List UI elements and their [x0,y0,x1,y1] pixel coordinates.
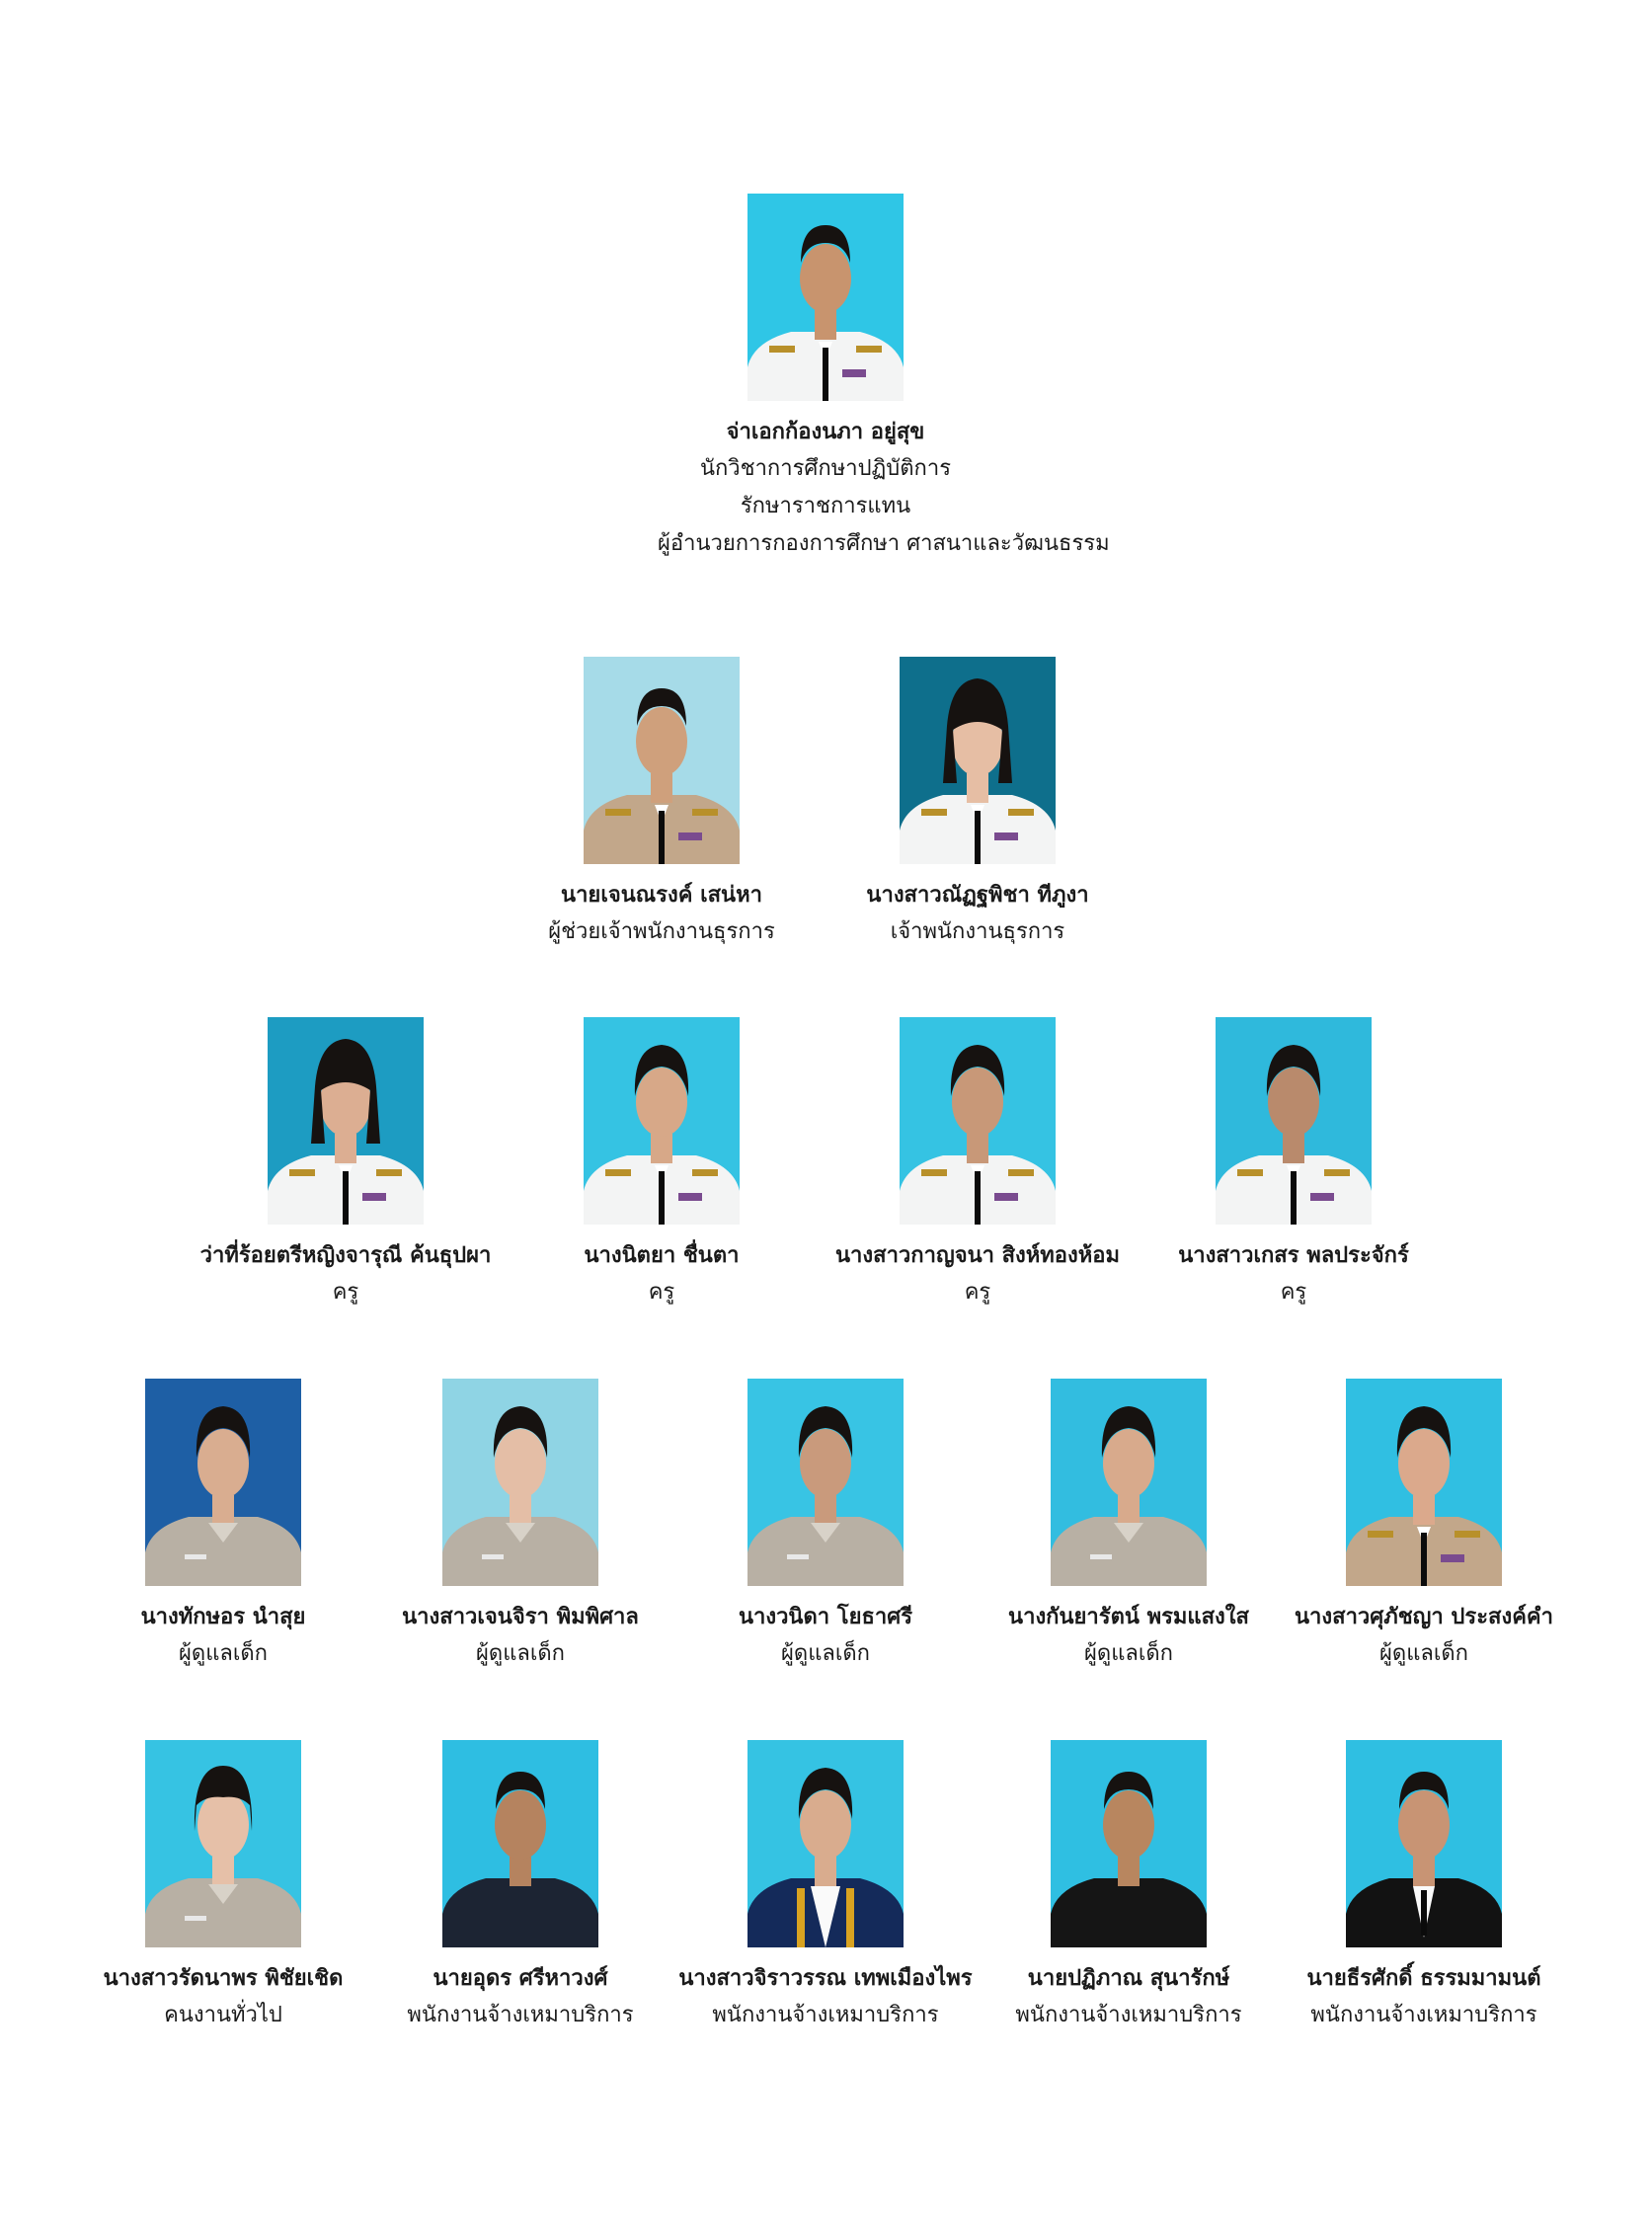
member-card [961,1379,1297,1673]
portrait-photo [442,1379,598,1586]
member-position: ครู [964,1280,991,1305]
portrait-photo [1216,1017,1372,1225]
member-position: นักวิชาการศึกษาปฏิบัติการ [699,456,952,481]
portrait-photo [145,1740,301,1947]
member-card [353,1740,688,2034]
member-name: นางสาวณัฏฐพิชา ทีภูงา [866,883,1089,908]
member-card [55,1379,391,1673]
member-position: ผู้ดูแลเด็ก [1084,1641,1173,1666]
member-name: นางนิตยา ชื่นตา [584,1243,740,1268]
member-card [810,1017,1145,1311]
member-position: ผู้ดูแลเด็ก [781,1641,870,1666]
member-name: นายธีรศักดิ์ ธรรมมามนต์ [1306,1966,1541,1991]
member-name: นางสาวกาญจนา สิงห์ทองห้อม [835,1243,1120,1268]
member-position: คนงานทั่วไป [164,2003,282,2027]
member-position: พนักงานจ้างเหมาบริการ [407,2003,634,2027]
member-card [1256,1740,1592,2034]
member-name: นางสาวศุภัชญา ประสงค์คำ [1295,1605,1553,1629]
member-position: ผู้ดูแลเด็ก [1379,1641,1468,1666]
portrait-photo [442,1740,598,1947]
member-name: นางสาวเกสร พลประจักร์ [1178,1243,1409,1268]
member-card [1126,1017,1461,1311]
member-name: นางวนิดา โยธาศรี [738,1605,913,1629]
member-position: พนักงานจ้างเหมาบริการ [712,2003,939,2027]
portrait-photo [900,657,1056,864]
member-name: นายอุดร ศรีหาวงศ์ [433,1966,608,1991]
member-card [178,1017,513,1311]
member-card [658,1379,993,1673]
member-card [1256,1379,1592,1673]
member-name: นางทักษอร นำสุย [140,1605,306,1629]
member-name: จ่าเอกก้องนภา อยู่สุข [726,420,925,444]
portrait-photo [747,1740,904,1947]
portrait-photo [747,194,904,401]
member-position: ผู้อำนวยการกองการศึกษา ศาสนาและวัฒนธรรม [658,531,1110,556]
member-card [961,1740,1297,2034]
member-position: ครู [1280,1280,1307,1305]
member-name: นางกันยารัตน์ พรมแสงใส [1008,1605,1249,1629]
member-name: ว่าที่ร้อยตรีหญิงจารุณี ค้นธุปผา [199,1243,492,1268]
portrait-photo [145,1379,301,1586]
portrait-photo [584,1017,740,1225]
member-position: พนักงานจ้างเหมาบริการ [1310,2003,1537,2027]
member-card [55,1740,391,2034]
member-name: นางสาวรัดนาพร พิชัยเชิด [103,1966,344,1991]
portrait-photo [268,1017,424,1225]
member-position: ครู [332,1280,359,1305]
member-card [810,657,1145,951]
portrait-photo [1051,1379,1207,1586]
member-card [658,194,1110,563]
portrait-photo [584,657,740,864]
member-position: ผู้ดูแลเด็ก [179,1641,268,1666]
member-position: พนักงานจ้างเหมาบริการ [1015,2003,1242,2027]
member-name: นายเจนณรงค์ เสน่หา [561,883,762,908]
portrait-photo [1346,1379,1502,1586]
member-position: เจ้าพนักงานธุรการ [890,919,1065,944]
portrait-photo [1346,1740,1502,1947]
member-card [353,1379,688,1673]
portrait-photo [747,1379,904,1586]
member-position: ครู [648,1280,675,1305]
member-name: นางสาวจิราวรรณ เทพเมืองไพร [678,1966,973,1991]
member-card [494,657,829,951]
member-card [658,1740,993,2034]
member-name: นายปฏิภาณ สุนารักษ์ [1027,1966,1230,1991]
portrait-photo [900,1017,1056,1225]
member-position: ผู้ช่วยเจ้าพนักงานธุรการ [548,919,775,944]
portrait-photo [1051,1740,1207,1947]
member-position: รักษาราชการแทน [740,494,911,518]
member-name: นางสาวเจนจิรา พิมพิศาล [402,1605,639,1629]
member-card [494,1017,829,1311]
member-position: ผู้ดูแลเด็ก [476,1641,565,1666]
